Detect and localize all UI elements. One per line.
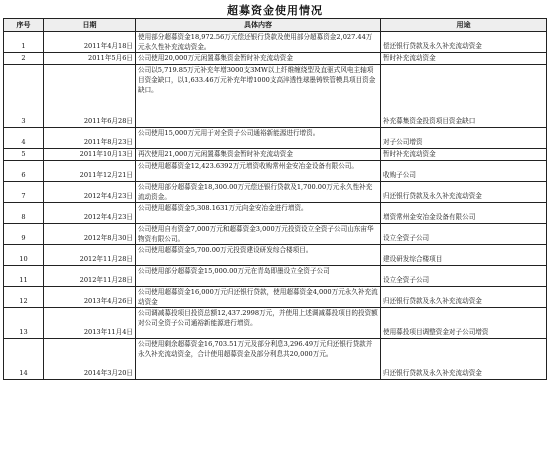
row-seq-cell: 1: [4, 32, 44, 53]
table-row: [4, 128, 547, 149]
table-row: [4, 287, 547, 308]
page-title: 超募资金使用情况: [227, 4, 323, 17]
row-seq-cell: 6: [4, 161, 44, 182]
row-purpose-cell: 偿还银行贷款及永久补充流动资金: [381, 32, 547, 53]
row-content-cell: 公司使用20,000万元闲置募集资金暂时补充流动资金: [136, 53, 381, 65]
row-date-cell: 2011年4月18日: [44, 32, 136, 53]
table-row: [4, 339, 547, 380]
row-seq-cell: 9: [4, 224, 44, 245]
row-purpose-cell: 对子公司增资: [381, 128, 547, 149]
row-purpose-cell: 归还银行贷款及永久补充流动资金: [381, 339, 547, 380]
row-content-cell: 公司使用超募资金5,308.1631万元向金安冶金进行增资。: [136, 203, 381, 224]
row-date-cell: 2011年5月6日: [44, 53, 136, 65]
header-purpose: 用途: [381, 19, 547, 32]
row-content-cell: 公司使用超募资金12,423.6392万元增资收购常州金安冶金设备有限公司。: [136, 161, 381, 182]
row-content-cell: 公司以5,719.85万元补充年增3000支3MW以上纤维缠绕型及直驱式风电主轴项目资金缺口，以1,633.46万元补充年增1000支高淬透性球墨铸铁管模具项目资金缺口。: [136, 65, 381, 128]
row-date-cell: 2011年6月28日: [44, 65, 136, 128]
row-content-cell: 公司使用剩余超募资金16,703.51万元及部分利息3,296.49万元归还银行贷款并永久补充流动资金，合计使用超募资金及部分利息共20,000万元。: [136, 339, 381, 380]
row-purpose-cell: 补充募集资金投资项目资金缺口: [381, 65, 547, 128]
row-date-cell: 2012年8月30日: [44, 224, 136, 245]
table-row: [4, 266, 547, 287]
table-row: [4, 203, 547, 224]
row-purpose-cell: 设立全资子公司: [381, 266, 547, 287]
funds-usage-table: [3, 18, 547, 380]
table-row: [4, 308, 547, 339]
row-content-cell: 公司使用部分超募资金18,300.00万元偿还银行贷款及1,700.00万元永久性补充流动资金。: [136, 182, 381, 203]
row-content-cell: 公司调减募投项目投资总额12,437.2998万元，并使用上述调减募投项目的投资额对公司全资子公司通裕新能源进行增资。: [136, 308, 381, 339]
table-row: [4, 224, 547, 245]
table-row: [4, 245, 547, 266]
row-date-cell: 2012年4月23日: [44, 203, 136, 224]
row-date-cell: 2012年11月28日: [44, 245, 136, 266]
row-content-cell: 使用部分超募资金18,972.56万元偿还银行贷款及使用部分超募资金2,027.44万元永久性补充流动资金。: [136, 32, 381, 53]
row-date-cell: 2013年11月4日: [44, 308, 136, 339]
row-seq-cell: 14: [4, 339, 44, 380]
table-row: [4, 182, 547, 203]
row-date-cell: 2013年4月26日: [44, 287, 136, 308]
table-row: [4, 149, 547, 161]
row-content-cell: 公司使用超募资金16,000万元归还银行贷款，使用超募资金4,000万元永久补充流动资金: [136, 287, 381, 308]
row-purpose-cell: 暂时补充流动资金: [381, 53, 547, 65]
row-purpose-cell: 归还银行贷款及永久补充流动资金: [381, 182, 547, 203]
table-header-row: [4, 19, 547, 32]
table-row: [4, 161, 547, 182]
row-date-cell: 2011年8月23日: [44, 128, 136, 149]
row-seq-cell: 5: [4, 149, 44, 161]
row-date-cell: 2012年4月23日: [44, 182, 136, 203]
row-seq-cell: 4: [4, 128, 44, 149]
header-date: 日期: [44, 19, 136, 32]
row-seq-cell: 12: [4, 287, 44, 308]
row-seq-cell: 2: [4, 53, 44, 65]
row-seq-cell: 3: [4, 65, 44, 128]
table-row: [4, 65, 547, 128]
header-seq: 序号: [4, 19, 44, 32]
row-seq-cell: 8: [4, 203, 44, 224]
row-date-cell: 2012年11月28日: [44, 266, 136, 287]
row-date-cell: 2011年10月13日: [44, 149, 136, 161]
row-content-cell: 再次使用21,000万元闲置募集资金暂时补充流动资金: [136, 149, 381, 161]
row-purpose-cell: 收购子公司: [381, 161, 547, 182]
row-seq-cell: 7: [4, 182, 44, 203]
row-date-cell: 2014年3月20日: [44, 339, 136, 380]
row-purpose-cell: 增资常州金安冶金设备有限公司: [381, 203, 547, 224]
row-date-cell: 2011年12月21日: [44, 161, 136, 182]
row-purpose-cell: 使用募投项目调整资金对子公司增资: [381, 308, 547, 339]
row-seq-cell: 13: [4, 308, 44, 339]
row-seq-cell: 10: [4, 245, 44, 266]
row-purpose-cell: 建设研发综合楼项目: [381, 245, 547, 266]
table-row: [4, 32, 547, 53]
row-purpose-cell: 归还银行贷款及永久补充流动资金: [381, 287, 547, 308]
row-content-cell: 公司使用部分超募资金15,000.00万元在青岛即墨设立全资子公司: [136, 266, 381, 287]
row-content-cell: 公司使用超募资金5,700.00万元投资建设研发综合楼项目。: [136, 245, 381, 266]
header-content: 具体内容: [136, 19, 381, 32]
table-body: [4, 32, 547, 380]
row-content-cell: 公司使用自有资金7,000万元和超募资金3,000万元投资设立全资子公司山东宙华物资有限公司。: [136, 224, 381, 245]
row-content-cell: 公司使用15,000万元用于对全资子公司通裕新能源进行增资。: [136, 128, 381, 149]
table-row: [4, 53, 547, 65]
row-purpose-cell: 设立全资子公司: [381, 224, 547, 245]
row-purpose-cell: 暂时补充流动资金: [381, 149, 547, 161]
row-seq-cell: 11: [4, 266, 44, 287]
